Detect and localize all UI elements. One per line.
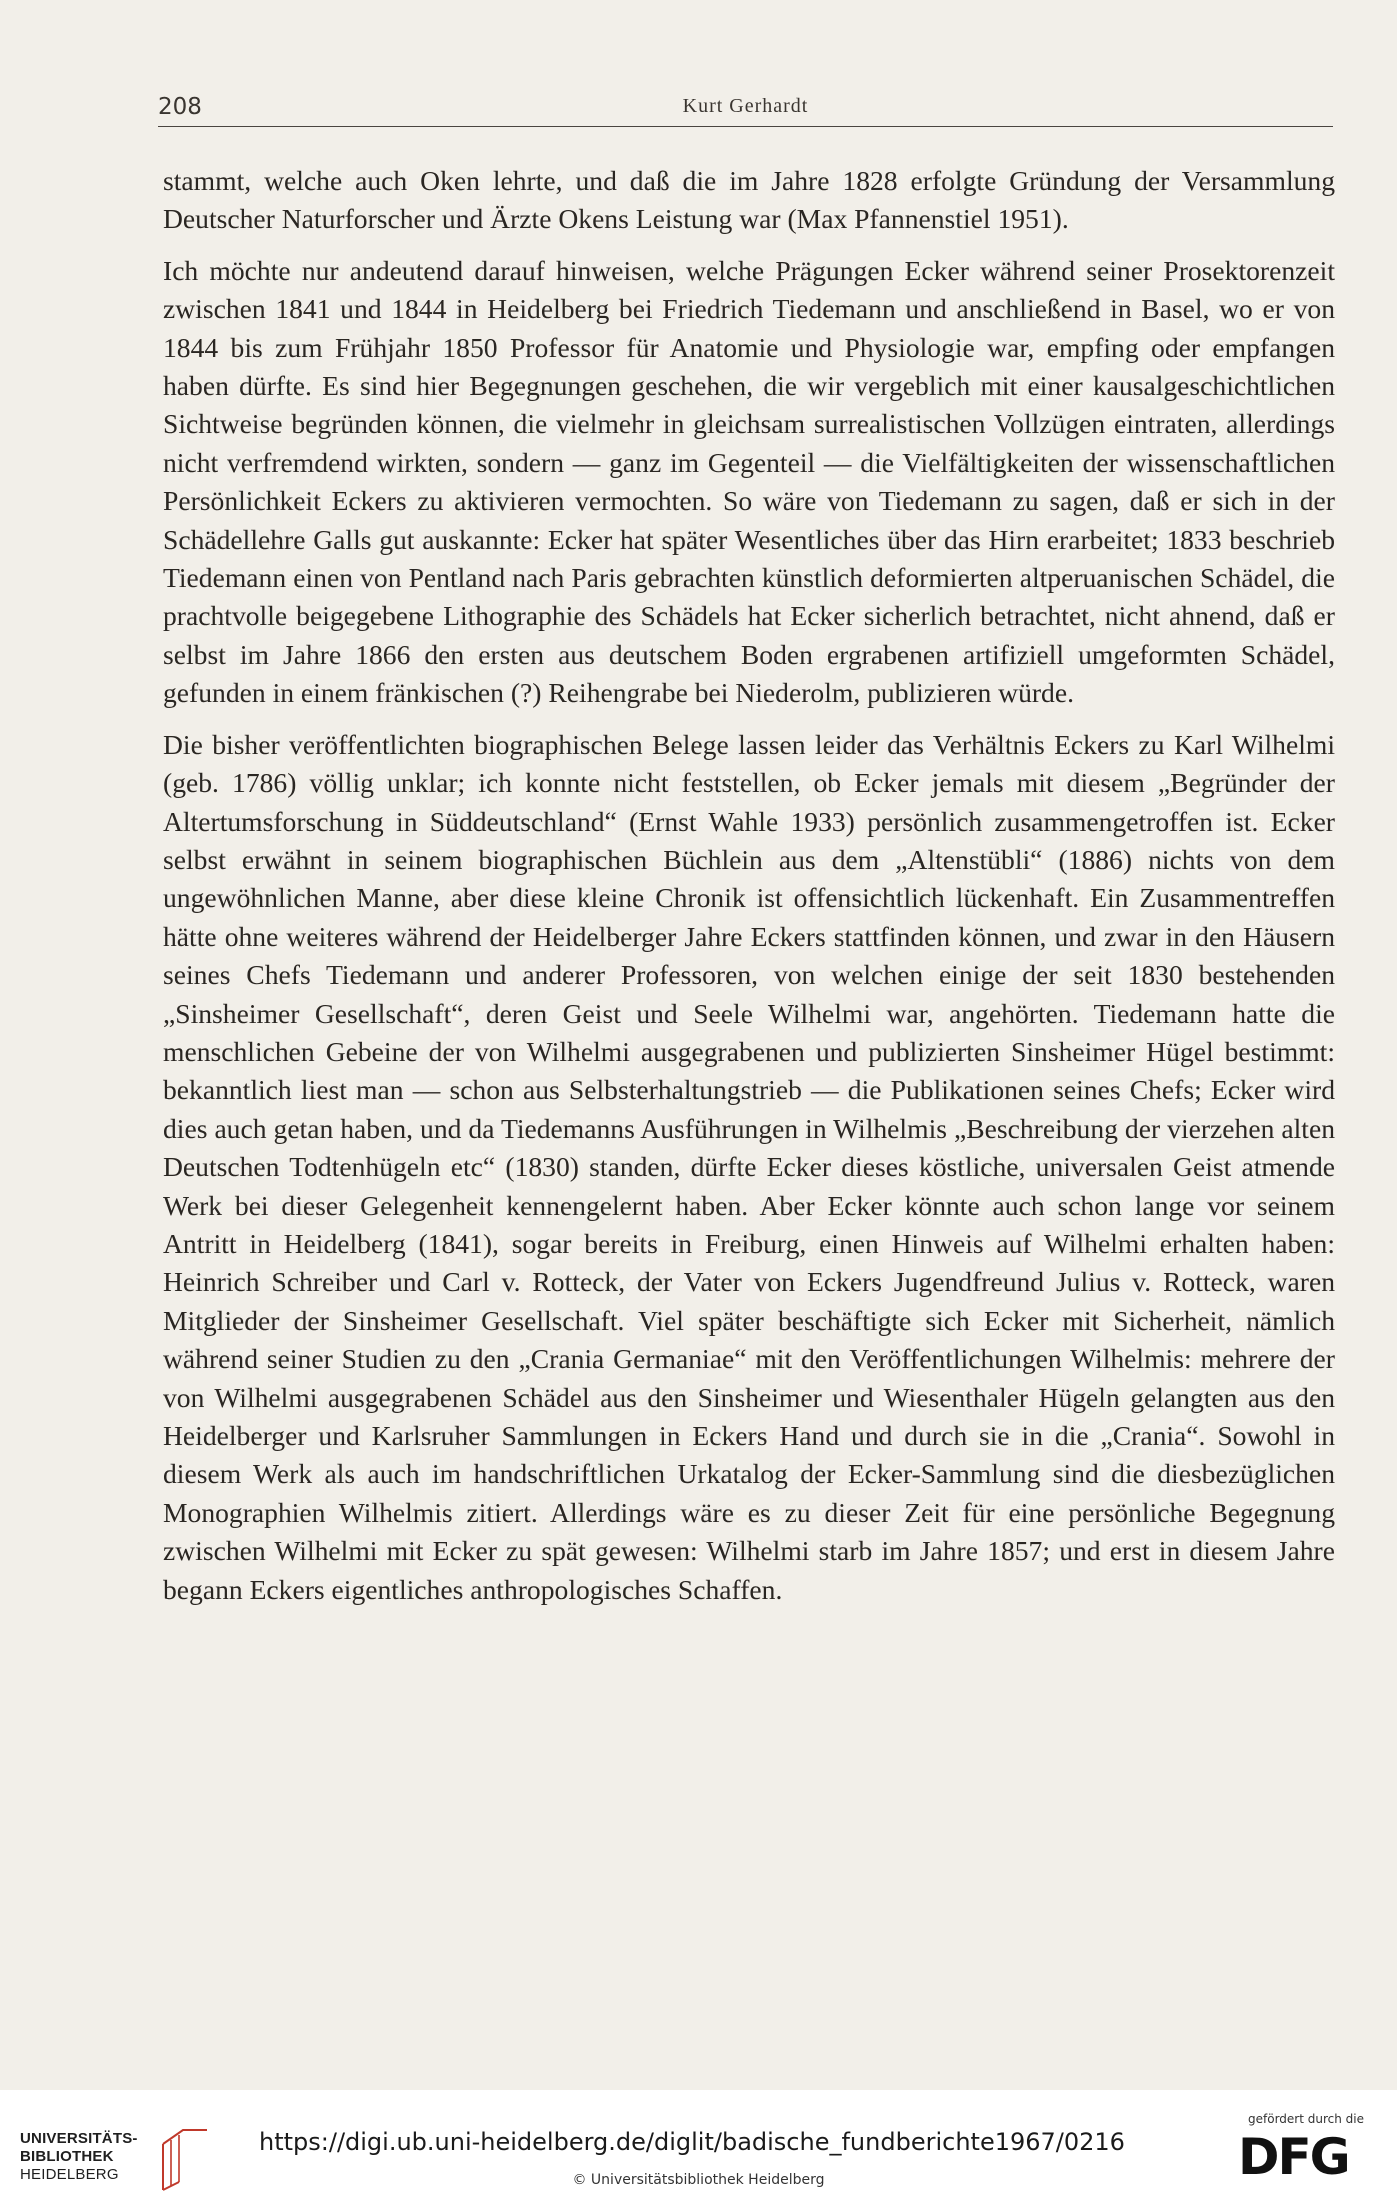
page-number: 208 [158,94,202,120]
running-head: Kurt Gerhardt [682,95,809,117]
copyright-notice: © Universitätsbibliothek Heidelberg [572,2172,825,2188]
paragraph: stammt, welche auch Oken lehrte, und daß die im Jahre 1828 erfolgte Gründung der Versammlung Deutscher Naturforscher und Ärzte Okens Leistung war (Max Pfannenstiel 1951). [163,165,1335,235]
dfg-logo[interactable]: DFG [1238,2128,1349,2186]
citation-link[interactable]: https://digi.ub.uni-heidelberg.de/diglit/badische_fundberichte1967/0216 [259,2128,1125,2156]
body-text [163,162,1335,1622]
library-name: UNIVERSITÄTS- BIBLIOTHEK HEIDELBERG [20,2130,138,2183]
funding-note: gefördert durch die [1248,2112,1364,2126]
paragraph: Die bisher veröffentlichten biographischen Belege lassen leider das Verhältnis Eckers zu Karl Wilhelmi (geb. 1786) völlig unklar; ich konnte nicht feststellen, ob Ecker jemals mit diesem „Begründer der Altertumsforschung in Süddeutschland“ (Ernst Wahle 1933) persönlich zusammengetroffen ist. Ecker selbst erwähnt in seinem biographischen Büchlein aus dem „Altenstübli“ (1886) nichts von dem ungewöhnlichen Manne, aber diese kleine Chronik ist offensichtlich lückenhaft. Ein Zusammentreffen hätte ohne weiteres während der Heidelberger Jahre Eckers stattfinden können, und zwar in den Häusern seines Chefs Tiedemann und anderer Professoren, von welchen einige der seit 1830 bestehenden „Sinsheimer Gesellschaft“, deren Geist und Seele Wilhelmi war, angehörten. Tiedemann hatte die menschlichen Gebeine der von Wilhelmi ausgegrabenen und publizierten Sinsheimer Hügel bestimmt: bekanntlich liest man — schon aus Selbsterhaltungstrieb — die Publikationen seines Chefs; Ecker wird dies auch getan haben, und da Tiedemanns Ausführungen in Wilhelmis „Beschreibung der vierzehen alten Deutschen Todtenhügeln etc“ (1830) standen, dürfte Ecker dieses köstliche, universalen Geist atmende Werk bei dieser Gelegenheit kennengelernt haben. Aber Ecker könnte auch schon lange vor seinem Antritt in Heidelberg (1841), sogar bereits in Freiburg, einen Hinweis auf Wilhelmi erhalten haben: Heinrich Schreiber und Carl v. Rotteck, der Vater von Eckers Jugendfreund Julius v. Rotteck, waren Mitglieder der Sinsheimer Gesellschaft. Viel später beschäftigte sich Ecker mit Sicherheit, nämlich während seiner Studien zu den „Crania Germaniae“ mit den Veröffentlichungen Wilhelmis: mehrere der von Wilhelmi ausgegrabenen Schädel aus den Sinsheimer und Wiesenthaler Hügeln gelangten aus den Heidelberger und Karlsruher Sammlungen in Eckers Hand und durch sie in die „Crania“. Sowohl in diesem Werk als auch im handschriftlichen Urkatalog der Ecker-Sammlung sind die diesbezüglichen Monographien Wilhelmis zitiert. Allerdings wäre es zu dieser Zeit für eine persönliche Begegnung zwischen Wilhelmi mit Ecker zu spät gewesen: Wilhelmi starb im Jahre 1857; und erst in diesem Jahre begann Eckers eigentliches anthropologisches Schaffen. [163,728,1335,1605]
paragraph: Ich möchte nur andeutend darauf hinweisen, welche Prägungen Ecker während seiner Prosektorenzeit zwischen 1841 und 1844 in Heidelberg bei Friedrich Tiedemann und anschließend in Basel, wo er von 1844 bis zum Frühjahr 1850 Professor für Anatomie und Physiologie war, empfing oder empfangen haben dürfte. Es sind hier Begegnungen geschehen, die wir vergeblich mit einer kausalgeschichtlichen Sichtweise begründen können, die vielmehr in gleichsam surrealistischen Vollzügen eintraten, allerdings nicht verfremdend wirkten, sondern — ganz im Gegenteil — die Vielfältigkeiten der wissenschaftlichen Persönlichkeit Eckers zu aktivieren vermochten. So wäre von Tiedemann zu sagen, daß er sich in der Schädellehre Galls gut auskannte: Ecker hat später Wesentliches über das Hirn erarbeitet; 1833 beschrieb Tiedemann einen von Pentland nach Paris gebrachten künstlich deformierten altperuanischen Schädel, die prachtvolle beigegebene Lithographie des Schädels hat Ecker sicherlich betrachtet, nicht ahnend, daß er selbst im Jahre 1866 den ersten aus deutschem Boden ergrabenen artifiziell umgeformten Schädel, gefunden in einem fränkischen (?) Reihengrabe bei Niederolm, publizieren würde. [163,254,1335,709]
footer-bar [0,2090,1397,2204]
page-header [158,92,1333,127]
